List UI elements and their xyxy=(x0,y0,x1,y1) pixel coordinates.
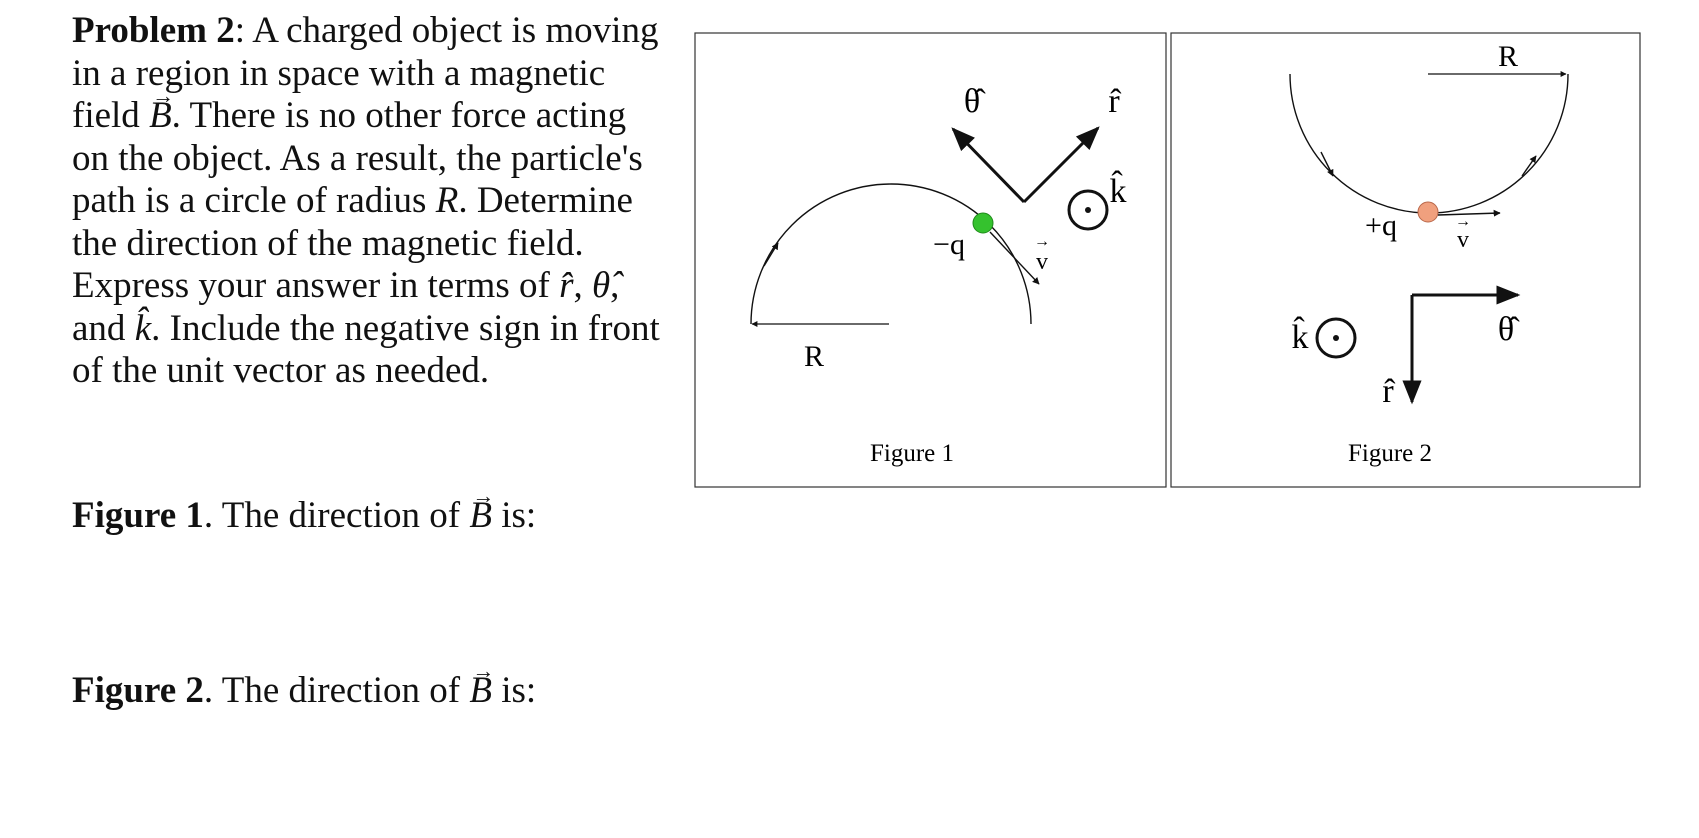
figure-1-radius-label: R xyxy=(803,340,825,373)
problem-text-4: . Include the negative sign in front of the unit vector as needed. xyxy=(72,307,660,391)
figure-2-k-label: k̂ xyxy=(1291,319,1309,356)
problem-text-1: : A charged object is moving in a region in space with a magnetic field xyxy=(72,10,659,136)
figure-1 xyxy=(695,33,1166,487)
figure-1-frame xyxy=(695,33,1166,487)
figure-1-velocity-label: v xyxy=(1036,249,1048,275)
separator-1: , xyxy=(573,265,592,306)
figure-2-velocity-arrowhead: → xyxy=(1455,213,1471,230)
figure-1-particle xyxy=(973,213,993,233)
radius-symbol: R xyxy=(435,180,459,221)
figure-1-path-arrow xyxy=(764,243,778,266)
figure-1-velocity-arrowhead: → xyxy=(1034,233,1050,250)
figure-2-frame xyxy=(1171,33,1640,487)
figure-2-caption: Figure 2 xyxy=(1347,440,1433,467)
question-1-text: . The direction of xyxy=(203,495,470,536)
question-figure-2 xyxy=(72,670,536,712)
figure-2-r-label: r̂ xyxy=(1382,373,1394,410)
figure-1-r-label: r̂ xyxy=(1108,83,1120,120)
problem-text-2: . There is no other force acting on the object. As a result, the particle's path is a circle of radius xyxy=(72,95,643,221)
figure-2 xyxy=(1171,33,1640,487)
b-field-symbol: → B xyxy=(149,95,172,138)
separator-2: , and xyxy=(72,265,620,349)
problem-statement xyxy=(72,10,672,393)
figure-1-theta-label: θ̂ xyxy=(963,83,981,120)
theta-hat-symbol: θ̂ xyxy=(591,265,611,306)
figure-2-radius-label: R xyxy=(1497,40,1519,73)
figure-2-theta-label: θ̂ xyxy=(1497,311,1515,348)
figure-1-velocity-arrow xyxy=(990,232,1039,284)
k-hat-symbol: k̂ xyxy=(134,307,152,349)
figure-2-out-of-page-dot xyxy=(1333,335,1339,341)
figure-1-out-of-page-dot xyxy=(1085,207,1091,213)
question-2-suffix: is: xyxy=(491,670,537,711)
r-hat-symbol: r̂ xyxy=(559,265,574,306)
figure-2-particle xyxy=(1418,202,1438,222)
question-2-label: Figure 2 xyxy=(72,670,204,711)
figure-1-k-label: k̂ xyxy=(1109,173,1127,210)
problem-text-3: . Determine the direction of the magnetic field. Express your answer in terms of xyxy=(72,180,633,306)
figure-1-theta-arrow xyxy=(953,129,1024,202)
question-2-b-symbol: → B xyxy=(469,670,492,712)
question-figure-1 xyxy=(72,495,536,537)
figure-2-circle-path xyxy=(1290,74,1568,213)
question-1-label: Figure 1 xyxy=(72,495,204,536)
figures xyxy=(694,32,1641,488)
question-1-suffix: is: xyxy=(491,495,537,536)
figure-1-circle-path xyxy=(751,184,1031,324)
figure-2-charge-label: +q xyxy=(1365,209,1397,242)
problem-title: Problem 2 xyxy=(72,10,235,51)
figure-1-charge-label: −q xyxy=(933,228,965,261)
figure-2-velocity-label: v xyxy=(1457,227,1469,253)
question-1-b-symbol: → B xyxy=(469,495,492,537)
figure-1-caption: Figure 1 xyxy=(869,440,955,467)
question-2-text: . The direction of xyxy=(203,670,470,711)
